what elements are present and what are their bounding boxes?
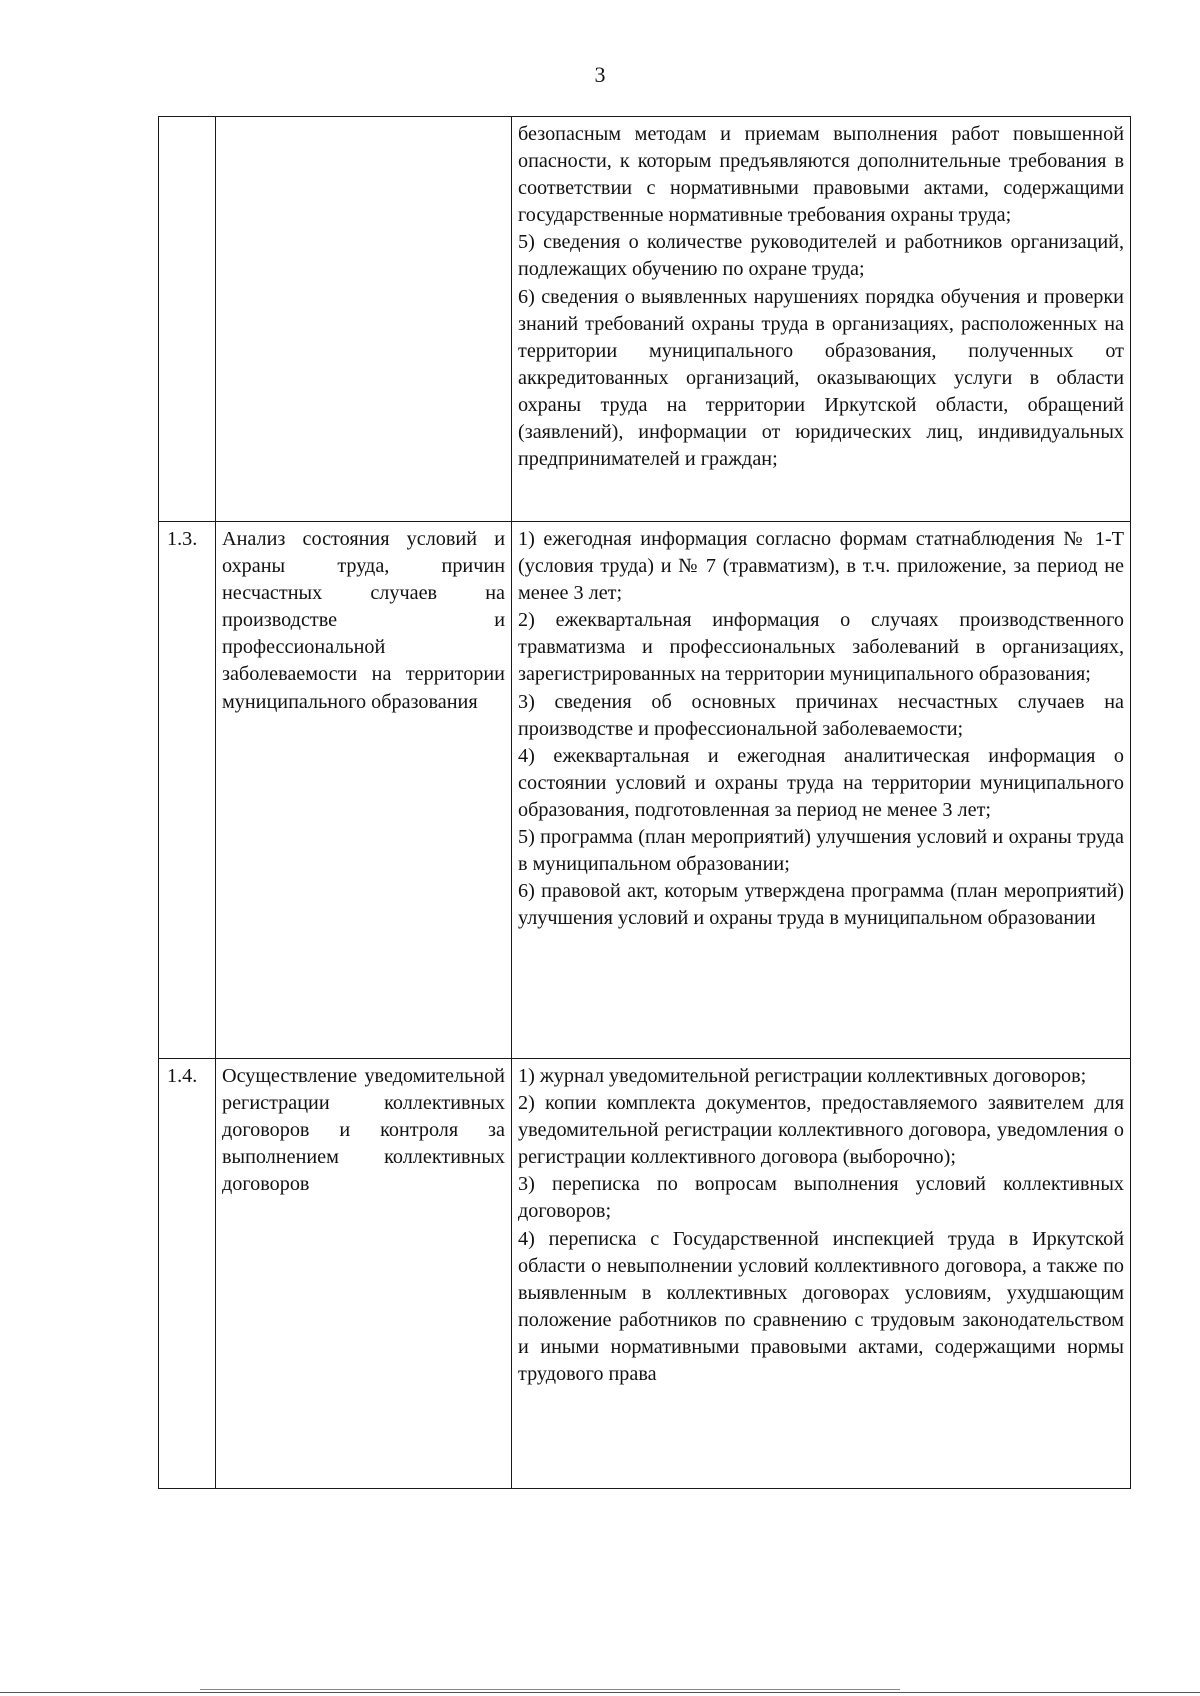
table-row bbox=[159, 1059, 1131, 1489]
document-item: 5) программа (план мероприятий) улучшения условий и охраны труда в муниципальном образовании; bbox=[518, 826, 1124, 876]
document-item: 4) переписка с Государственной инспекцией труда в Иркутской области о невыполнении условий коллективного договора, а также по выявленным в коллективных договорах условиям, ухудшающим положение работников по сравнению с трудовым законодательством и иными нормативными правовыми актами, содержащими нормы трудового права bbox=[518, 1227, 1124, 1386]
bottom-scan-line bbox=[0, 1692, 1200, 1693]
row-number-cell: 1.4. bbox=[159, 1059, 216, 1489]
document-item: 1) журнал уведомительной регистрации коллективных договоров; bbox=[518, 1065, 1087, 1087]
document-item: безопасным методам и приемам выполнения работ повышенной опасности, к которым предъявляются дополнительные требования в соответствии с нормативными правовыми актами, содержащими государственные нормативные требования охраны труда; bbox=[518, 123, 1124, 227]
document-item: 6) сведения о выявленных нарушениях порядка обучения и проверки знаний требований охраны труда в организациях, расположенных на территории муниципального образования, полученных от аккредитованных организаций, оказывающих услуги в области охраны труда на территории Иркутской области, обращений (заявлений), информации от юридических лиц, индивидуальных предпринимателей и граждан; bbox=[518, 285, 1124, 471]
document-item: 6) правовой акт, которым утверждена программа (план мероприятий) улучшения условий и охраны труда в муниципальном образовании bbox=[518, 880, 1124, 930]
document-item: 3) переписка по вопросам выполнения условий коллективных договоров; bbox=[518, 1173, 1124, 1223]
document-item: 2) копии комплекта документов, предоставляемого заявителем для уведомительной регистрации коллективного договора, уведомления о регистрации коллективного договора (выборочно); bbox=[518, 1092, 1124, 1169]
row-name-cell: Осуществление уведомительной регистрации коллективных договоров и контроля за выполнением коллективных договоров bbox=[216, 1059, 512, 1489]
table-row bbox=[159, 522, 1131, 1059]
document-item: 3) сведения об основных причинах несчастных случаев на производстве и профессиональной заболеваемости; bbox=[518, 690, 1124, 740]
bottom-scan-line-accent bbox=[200, 1689, 900, 1690]
row-name-cell bbox=[216, 117, 512, 522]
documents-table bbox=[158, 116, 1131, 1489]
row-documents-cell bbox=[512, 1059, 1131, 1489]
row-name-cell: Анализ состояния условий и охраны труда, причин несчастных случаев на производстве и профессиональной заболеваемости на территории муниципального образования bbox=[216, 522, 512, 1059]
page-number: 3 bbox=[594, 62, 606, 87]
document-item: 2) ежеквартальная информация о случаях производственного травматизма и профессиональных заболеваний в организациях, зарегистрированных на территории муниципального образования; bbox=[518, 609, 1124, 686]
table-row bbox=[159, 117, 1131, 522]
document-item: 5) сведения о количестве руководителей и работников организаций, подлежащих обучению по охране труда; bbox=[518, 231, 1124, 281]
row-documents-cell bbox=[512, 522, 1131, 1059]
row-documents-cell bbox=[512, 117, 1131, 522]
row-number-cell bbox=[159, 117, 216, 522]
document-item: 4) ежеквартальная и ежегодная аналитическая информация о состоянии условий и охраны труда на территории муниципального образования, подготовленная за период не менее 3 лет; bbox=[518, 744, 1124, 821]
document-item: 1) ежегодная информация согласно формам статнаблюдения № 1-Т (условия труда) и № 7 (травматизм), в т.ч. приложение, за период не менее 3 лет; bbox=[518, 528, 1124, 605]
row-number-cell: 1.3. bbox=[159, 522, 216, 1059]
